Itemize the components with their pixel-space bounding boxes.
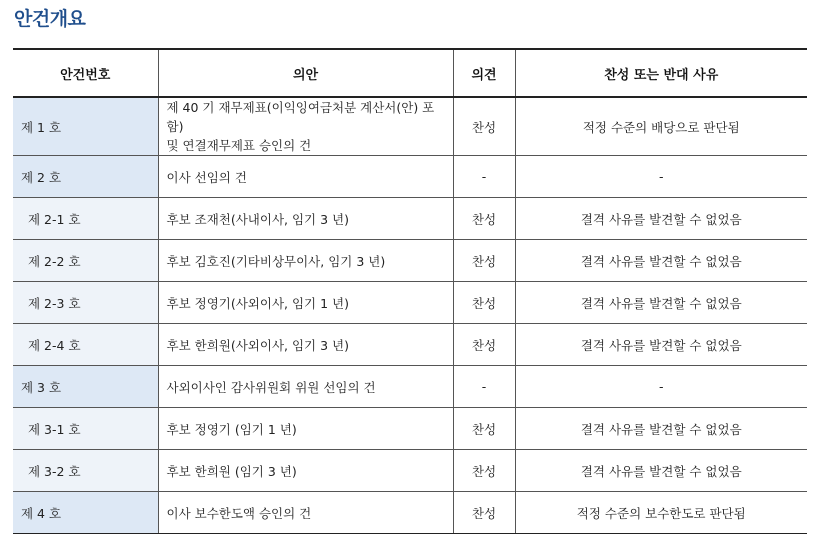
- agenda-opinion: 찬성: [453, 198, 515, 240]
- agenda-opinion: 찬성: [453, 408, 515, 450]
- agenda-reason: 결격 사유를 발견할 수 없었음: [515, 240, 807, 282]
- table-row: [13, 156, 807, 198]
- agenda-opinion: 찬성: [453, 282, 515, 324]
- agenda-opinion: 찬성: [453, 324, 515, 366]
- agenda-title: 후보 정영기(사외이사, 임기 1 년): [158, 282, 453, 324]
- table-row: [13, 240, 807, 282]
- table-row: [13, 492, 807, 534]
- table-row: [13, 408, 807, 450]
- agenda-title: [158, 97, 453, 156]
- header-number: 안건번호: [13, 49, 158, 97]
- agenda-reason: 결격 사유를 발견할 수 없었음: [515, 198, 807, 240]
- agenda-number: 제 4 호: [13, 492, 158, 534]
- agenda-title: 사외이사인 감사위원회 위원 선임의 건: [158, 366, 453, 408]
- header-reason: 찬성 또는 반대 사유: [515, 49, 807, 97]
- agenda-title-line1: 제 40 기 재무제표(이익잉여금처분 계산서(안) 포함): [166, 100, 435, 134]
- agenda-opinion: 찬성: [453, 97, 515, 156]
- agenda-reason: -: [515, 156, 807, 198]
- agenda-number: 제 2-3 호: [13, 282, 158, 324]
- agenda-title: 이사 보수한도액 승인의 건: [158, 492, 453, 534]
- agenda-title: 후보 한희원 (임기 3 년): [158, 450, 453, 492]
- agenda-reason: -: [515, 366, 807, 408]
- agenda-reason: 결격 사유를 발견할 수 없었음: [515, 324, 807, 366]
- header-opinion: 의견: [453, 49, 515, 97]
- agenda-reason: 결격 사유를 발견할 수 없었음: [515, 450, 807, 492]
- agenda-number: 제 3-1 호: [13, 408, 158, 450]
- agenda-opinion: 찬성: [453, 450, 515, 492]
- agenda-title: 후보 정영기 (임기 1 년): [158, 408, 453, 450]
- agenda-title: 후보 김호진(기타비상무이사, 임기 3 년): [158, 240, 453, 282]
- agenda-number: 제 3-2 호: [13, 450, 158, 492]
- agenda-number: 제 2-1 호: [13, 198, 158, 240]
- table-row: [13, 282, 807, 324]
- table-row: [13, 450, 807, 492]
- header-agenda: 의안: [158, 49, 453, 97]
- agenda-title: 후보 한희원(사외이사, 임기 3 년): [158, 324, 453, 366]
- page-title: 안건개요: [14, 8, 86, 30]
- agenda-number: 제 1 호: [13, 97, 158, 156]
- table-row: [13, 97, 807, 156]
- agenda-number: 제 2-2 호: [13, 240, 158, 282]
- agenda-opinion: 찬성: [453, 492, 515, 534]
- table-row: [13, 366, 807, 408]
- agenda-opinion: -: [453, 366, 515, 408]
- agenda-title: 이사 선임의 건: [158, 156, 453, 198]
- agenda-reason: 적정 수준의 배당으로 판단됨: [515, 97, 807, 156]
- agenda-title-line2: 및 연결재무제표 승인의 건: [166, 138, 312, 153]
- agenda-title: 후보 조재천(사내이사, 임기 3 년): [158, 198, 453, 240]
- table-row: [13, 324, 807, 366]
- table-header-row: [13, 49, 807, 97]
- agenda-number: 제 3 호: [13, 366, 158, 408]
- agenda-number: 제 2 호: [13, 156, 158, 198]
- agenda-table: [13, 48, 807, 534]
- agenda-reason: 결격 사유를 발견할 수 없었음: [515, 408, 807, 450]
- agenda-opinion: 찬성: [453, 240, 515, 282]
- agenda-reason: 적정 수준의 보수한도로 판단됨: [515, 492, 807, 534]
- agenda-reason: 결격 사유를 발견할 수 없었음: [515, 282, 807, 324]
- table-row: [13, 198, 807, 240]
- agenda-opinion: -: [453, 156, 515, 198]
- agenda-number: 제 2-4 호: [13, 324, 158, 366]
